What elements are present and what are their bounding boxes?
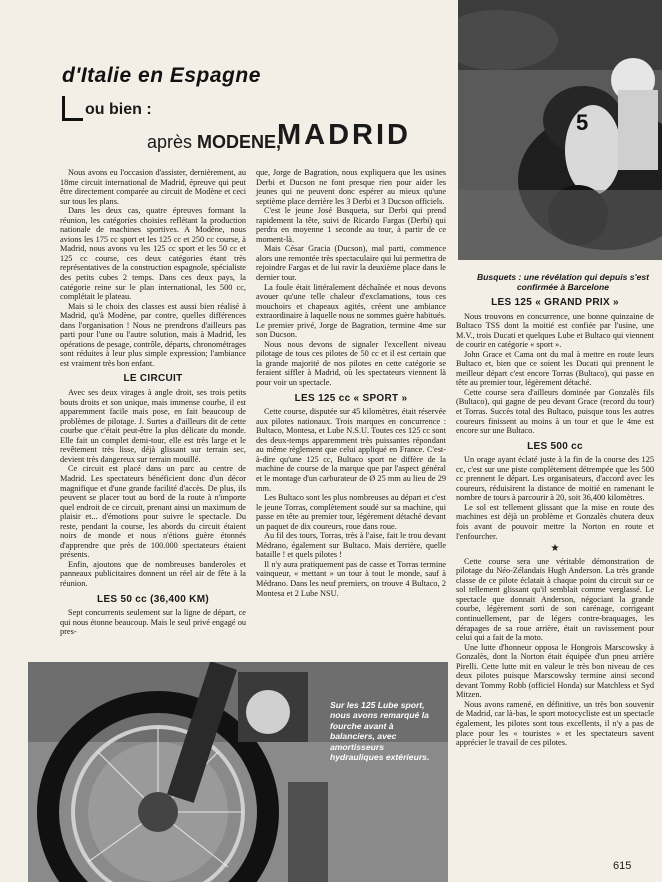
- headline-apres-modene: [147, 132, 281, 153]
- article-column-1: [60, 168, 246, 637]
- paragraph: Enfin, ajoutons que de nombreuses banderoles et panneaux publicitaires donnent un réel air de fête à la réunion.: [60, 559, 246, 588]
- paragraph: Le sol est tellement glissant que la mise en route des machines est déjà un problème et Gonzalès chutera deux fois avant de pouvoir mettre la Norton en route et l'enfourcher.: [456, 502, 654, 541]
- star-separator: ★: [550, 543, 560, 555]
- paragraph: Les Bultaco sont les plus nombreuses au départ et c'est le jeune Torras, complètement soudé sur sa machine, qui passe en tête au premier tour, légèrement détaché devant un paquet de dix coureurs, roue dans roue.: [256, 493, 446, 531]
- section-heading-125-gp: LES 125 « GRAND PRIX »: [491, 297, 619, 308]
- paragraph: Nous trouvons en concurrence, une bonne quinzaine de Bultaco TSS dont la moitié est confiée par l'usine, une M.V., trois Ducati et quelques Lube et Bultaco qui viennent de courir en catégorie « sport ».: [456, 311, 654, 350]
- headline-madrid: MADRID: [277, 119, 411, 151]
- article-column-2: [256, 168, 446, 598]
- section-heading-circuit: LE CIRCUIT: [123, 373, 183, 385]
- paragraph: Mais si le choix des classes est aussi bien réalisé à Madrid, qu'à Modène, par contre, quelles différences dans l'organisation ! Nous ne prendrons d'ailleurs pas parti pour l'une ou l'autre solution, mais à Madrid, les opérations de pesage, contrôle, départs, chronométrages sont réduites à leur plus simple expression; l'ambiance est vraiment très bon enfant.: [60, 301, 246, 368]
- paragraph: Au fil des tours, Torras, très à l'aise, fait le trou devant Médrano, également sur Bultaco. Mais derrière, quelle bataille ! et quels pilotes !: [256, 531, 446, 560]
- race-number-plate: 5: [576, 110, 589, 135]
- paragraph: Cette course, disputée sur 45 kilomètres, était réservée aux pilotes nationaux. Trois marques en concurrence : Bultaco, Montesa, et Lube N.S.U. Toutes ces 125 cc sont des deux-temps apparemment très puissantes répondant au même règlement que celui appliqué en France. C'est-à-dire qu'une 125 cc, Bultaco sport ne diffère de la machine de course de la marque que par l'aspect général et le montage d'un carburateur de Ø 25 mm au lieu de 29 mm.: [256, 407, 446, 493]
- paragraph: Nous avons eu l'occasion d'assister, dernièrement, au 18me circuit international de Madrid, épreuve qui peut être directement comparée au circuit de Modène et ceci sur tous les plans.: [60, 168, 246, 206]
- paragraph: Nous nous devons de signaler l'excellent niveau pilotage de tous ces pilotes de 50 cc et il est certain que la grande majorité de nos pilotes en cette catégorie se feraient siffler à Madrid, où les spectateurs viennent là pour voir un spectacle.: [256, 339, 446, 388]
- paragraph: John Grace et Cama ont du mal à mettre en route leurs Bultaco et, bien que ce soient les Ducati qui prennent le meilleur départ c'est encore Torras (Bultaco), qui passe en tête au premier tour, légèrement détaché.: [456, 349, 654, 388]
- paragraph: que, Jorge de Bagration, nous expliquera que les usines Derbi et Ducson ne font presque rien pour aider les jeunes qui ne peuvent donc espérer au mieux qu'une septième place derrière les 3 Derbi et 3 Ducson officiels.: [256, 168, 446, 206]
- paragraph: Une lutte d'honneur opposa le Hongrois Marscowsky à Gonzalès, dont la Norton était équipée d'un pneu arrière Pirelli. Cette lutte mit en valeur le très bon niveau de ces deux pilotes puisque Marscowsky termine ainsi second devant Tommy Robb (officiel Honda) sur Matchless et Syd Mitzen.: [456, 642, 654, 700]
- page-number: 615: [613, 860, 632, 872]
- article-column-3: [456, 292, 654, 748]
- apres-word: après: [147, 132, 193, 152]
- section-heading-500cc: LES 500 cc: [527, 440, 583, 452]
- paragraph: Dans les deux cas, quatre épreuves formant la réunion, les catégories choisies reflétant la production nationale de machines sportives. A Modène, nous avions les 175 cc sport et les 125 cc et 250 cc course, à Madrid, nous avons vu les 125 cc sport et les 50 cc et 125 cc course, ces deux catégories étant très représentatives de la construction espagnole, spécialiste des petits cubes 2 temps. Dans ces deux pays, la catégorie reine sur le plan international, les 500 cc, complétait le plateau.: [60, 206, 246, 302]
- paragraph: C'est le jeune José Busqueta, sur Derbi qui prend rapidement la tête, suivi de Ricardo Fargas (Derbi) qui perdra en moyenne 1 seconde au tour, à partir de ce moment-là.: [256, 206, 446, 244]
- photo-caption-lube: Sur les 125 Lube sport, nous avons remarqué la fourche avant à balanciers, avec amortisseurs hydrauliques extérieurs.: [330, 700, 430, 763]
- section-heading-125-sport: LES 125 cc « SPORT »: [294, 392, 408, 404]
- photo-lube-fork: [28, 662, 448, 882]
- photo-caption-busquets: Busquets : une révélation qui depuis s'est confirmée à Barcelone: [476, 272, 650, 293]
- section-heading-50cc: LES 50 cc (36,400 KM): [97, 593, 209, 605]
- paragraph: La foule était littéralement déchaînée et nous devons avouer qu'une telle chaleur d'exclamations, tous ces mouchoirs et chapeaux agités, créent une ambiance extraordinaire à laquelle nous ne sommes guère habitués. Le premier privé, Jorge de Bagration, termine 4me sur son Ducson.: [256, 282, 446, 340]
- paragraph: Nous avons ramené, en définitive, un très bon souvenir de Madrid, car là-bas, le sport motocycliste est un spectacle également, les pilotes sont tous excellents, il n'y a pas de place pour les « touristes » et les spectateurs savent apprécier le travail de ces pilotes.: [456, 699, 654, 748]
- headline-italie-espagne: d'Italie en Espagne: [62, 64, 261, 87]
- paragraph: Cette course sera d'ailleurs dominée par Gonzalès fils (Bultaco), qui gagne de peu devant Grace (record du tour) et Torras. Succès total des Bultaco, puisque tous les autres coureurs finissent au moins à un tour et que le 4me est encore sur une Bultaco.: [456, 387, 654, 436]
- paragraph: Sept concurrents seulement sur la ligne de départ, ce qui nous étonne beaucoup. Mais le seul privé engagé ou pres-: [60, 608, 246, 637]
- modene-word: MODENE,: [197, 132, 282, 152]
- paragraph: Mais César Gracia (Ducson), mal parti, commence alors une remontée très spectaculaire qui lui permettra de rejoindre Fargas et de lui ravir la deuxième place dans le dernier tour.: [256, 244, 446, 283]
- headline-ou-bien: ou bien :: [85, 101, 152, 118]
- paragraph: Avec ses deux virages à angle droit, ses trois petits bouts droits et son unique, mais immense courbe, il est apparemment facile mais pose, en fait beaucoup de problèmes de pilotage. J. Surtes a d'ailleurs dit de cette courbe que c'était peut-être la plus délicate du monde. Elle fait un complet demi-tour, elle est très large et le revêtement très lisse, déjà glissant sur terrain sec, devient très dangereux sur terrain mouillé.: [60, 388, 246, 464]
- paragraph: Un orage ayant éclaté juste à la fin de la course des 125 cc, c'est sur une piste complètement détrempée que les 500 cc prennent le départ. Les organisateurs, d'accord avec les coureurs, réduisirent la distance de moitié en ramenant le nombre de tours à parcourir à 20, soit 36,400 kilomètres.: [456, 455, 654, 503]
- headline-bracket: [62, 96, 83, 121]
- paragraph: Il n'y aura pratiquement pas de casse et Torras termine vainqueur, « mettant » un tour à tout le monde, sauf à Médrano. Dans les neuf premiers, on trouve 4 Bultaco, 2 Montesa et 2 Lube NSU.: [256, 559, 446, 598]
- paragraph: Cette course sera une véritable démonstration de pilotage du Néo-Zélandais Hugh Anderson. La très grande classe de ce pilote éclatait à chaque point du circuit sur ce sol tellement glissant qu'il semblait comme verglassé. Le spectacle que donnait Anderson, négociant la grande courbe, légèrement sorti de son carénage, corrigeant continuellement, par de légers contre-braquages, les dérapages de sa roue arrière, était un ravissement pour celui qui a fait de la moto.: [456, 556, 654, 643]
- paragraph: Ce circuit est placé dans un parc au centre de Madrid. Les spectateurs bénéficient donc d'un décor magnifique et d'une grande facilité d'accès. De plus, ils peuvent se placer tout au bord de la route à n'importe quel endroit de ce circuit, prenant ainsi un maximum de plaisir et... d'émotions pour suivre le spectacle. Du reste, pendant la course, les abords du circuit étaient noirs de monde et nous n'étions guère étonnés d'apprendre que près de 100.000 spectateurs étaient présents.: [60, 464, 246, 560]
- photo-busquets-rider: [458, 0, 662, 260]
